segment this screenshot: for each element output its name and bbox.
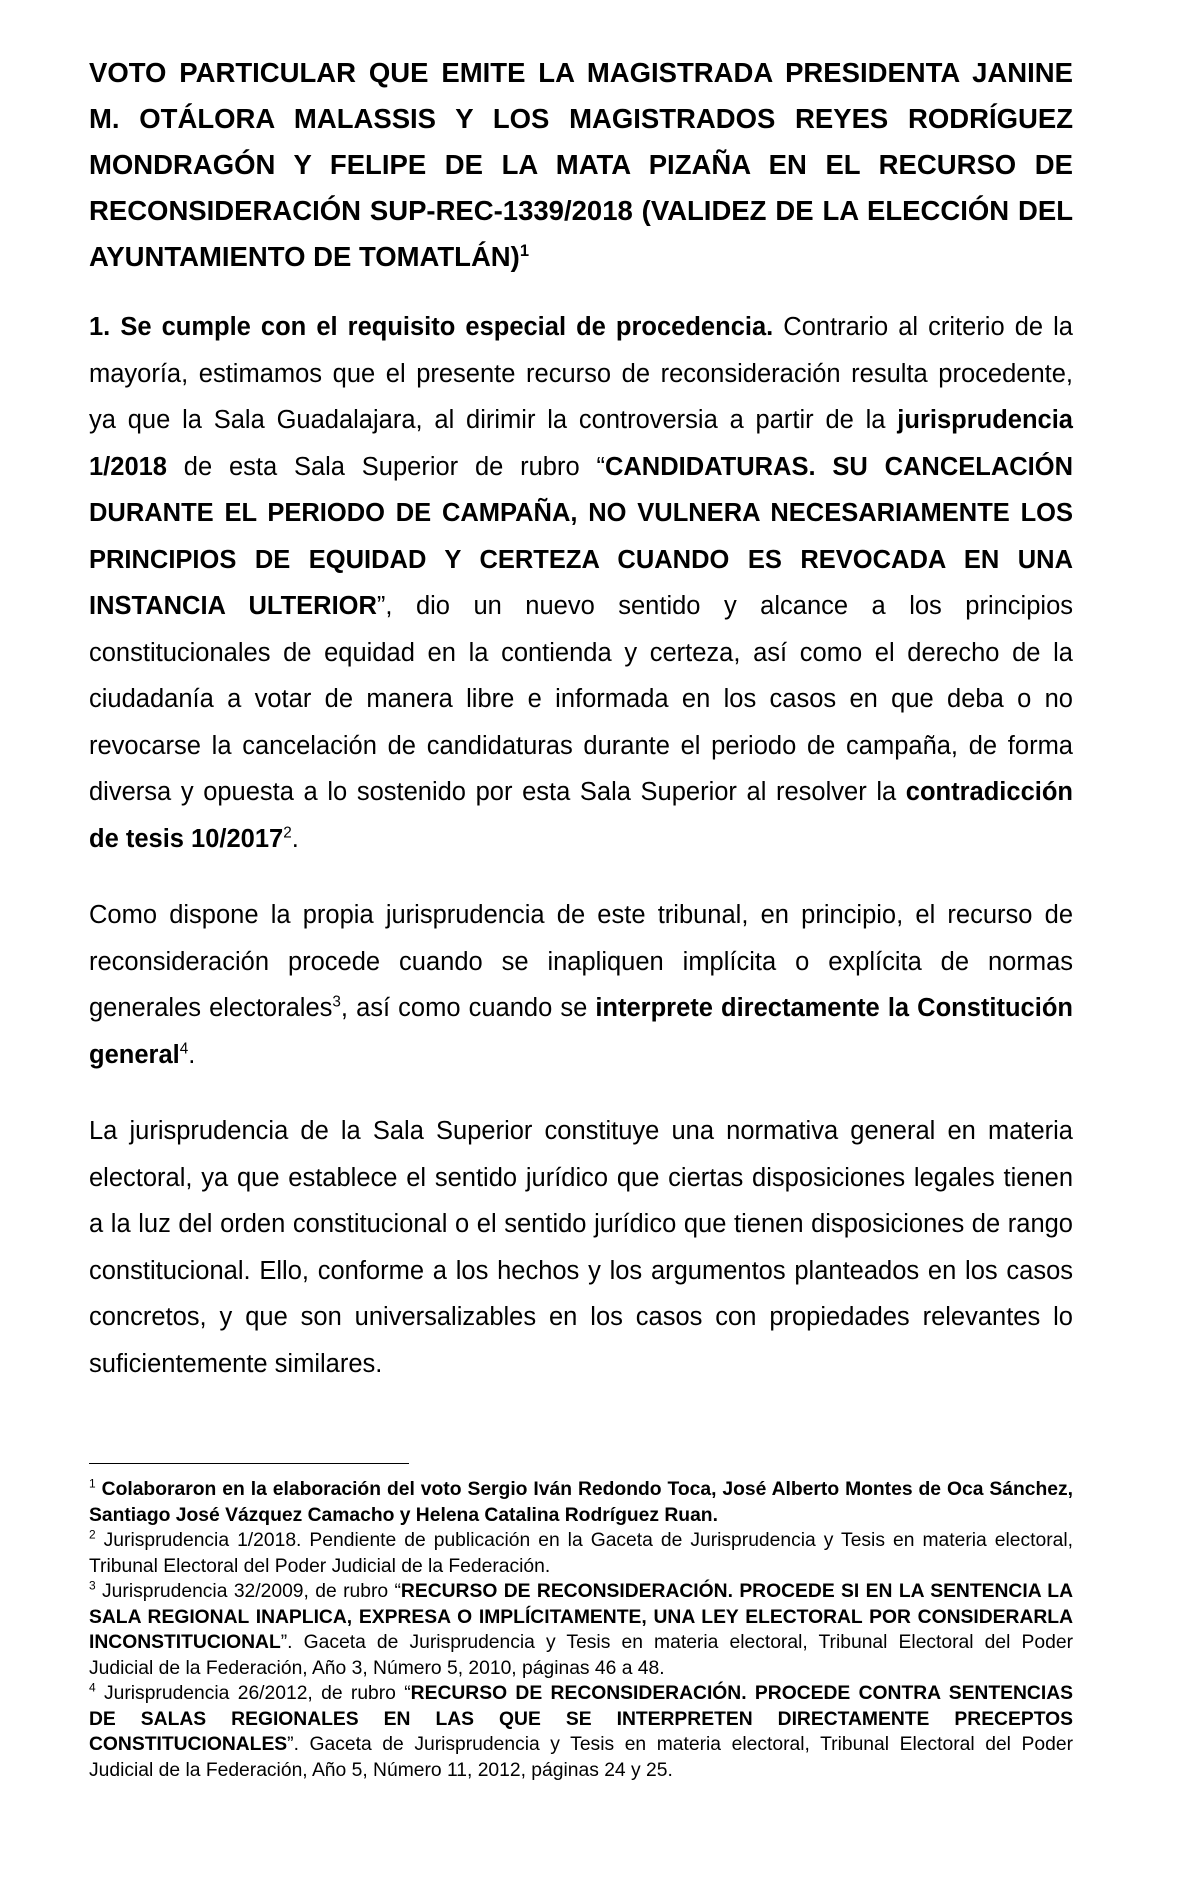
document-body bbox=[89, 50, 1073, 1417]
footnote-3: $^3$ Jurisprudencia 32/2009, de rubro “RECURSO DE RECONSIDERACIÓN. PROCEDE SI EN LA SENTENCIA LA SALA REGIONAL INAPLICA, EXPRESA O IMPLÍCITAMENTE, UNA LEY ELECTORAL POR CONSIDERARLA INCONSTITUCIONAL”. Gaceta de Jurisprudencia y Tesis en materia electoral, Tribunal Electoral del Poder Judicial de la Federación, Año 3, Número 5, 2010, páginas 46 a 48. bbox=[89, 1578, 1073, 1679]
footnote-2: $^2$ Jurisprudencia 1/2018. Pendiente de publicación en la Gaceta de Jurisprudencia y Tesis en materia electoral, Tribunal Electoral del Poder Judicial de la Federación. bbox=[89, 1527, 1073, 1577]
paragraph-procedencia: 1. Se cumple con el requisito especial de procedencia. Contrario al criterio de la mayoría, estimamos que el presente recurso de reconsideración resulta procedente, ya que la Sala Guadalajara, al dirimir la controversia a partir de la jurisprudencia 1/2018 de esta Sala Superior de rubro “CANDIDATURAS. SU CANCELACIÓN DURANTE EL PERIODO DE CAMPAÑA, NO VULNERA NECESARIAMENTE LOS PRINCIPIOS DE EQUIDAD Y CERTEZA CUANDO ES REVOCADA EN UNA INSTANCIA ULTERIOR”, dio un nuevo sentido y alcance a los principios constitucionales de equidad en la contienda y certeza, así como el derecho de la ciudadanía a votar de manera libre e informada en los casos en que deba o no revocarse la cancelación de candidaturas durante el periodo de campaña, de forma diversa y opuesta a lo sostenido por esta Sala Superior al resolver la contradicción de tesis 10/2017$^2$. bbox=[89, 313, 1073, 853]
footnote-1: $^1$ Colaboraron en la elaboración del voto Sergio Iván Redondo Toca, José Alberto Montes de Oca Sánchez, Santiago José Vázquez Camacho y Helena Catalina Rodríguez Ruan. bbox=[89, 1476, 1073, 1526]
footnote-separator bbox=[89, 1463, 409, 1464]
footnote-ref-4: 4 bbox=[179, 1040, 189, 1057]
footnote-4: $^4$ Jurisprudencia 26/2012, de rubro “RECURSO DE RECONSIDERACIÓN. PROCEDE CONTRA SENTENCIAS DE SALAS REGIONALES EN LAS QUE SE INTERPRETEN DIRECTAMENTE PRECEPTOS CONSTITUCIONALES”. Gaceta de Jurisprudencia y Tesis en materia electoral, Tribunal Electoral del Poder Judicial de la Federación, Año 5, Número 11, 2012, páginas 24 y 25. bbox=[89, 1680, 1073, 1781]
footnote-ref-1: 1 bbox=[519, 241, 530, 260]
footnote-ref-3: 3 bbox=[332, 993, 341, 1011]
section-heading: 1. Se cumple con el requisito especial de procedencia. bbox=[89, 313, 774, 341]
footnotes bbox=[89, 1477, 1073, 1783]
footnote-ref-2: 2 bbox=[283, 824, 292, 841]
document-title: VOTO PARTICULAR QUE EMITE LA MAGISTRADA PRESIDENTA JANINE M. OTÁLORA MALASSIS Y LOS MAGISTRADOS REYES RODRÍGUEZ MONDRAGÓN Y FELIPE DE LA MATA PIZAÑA EN EL RECURSO DE RECONSIDERACIÓN SUP-REC-1339/2018 (VALIDEZ DE LA ELECCIÓN DEL AYUNTAMIENTO DE TOMATLÁN)$^1$ bbox=[89, 57, 1073, 272]
paragraph-normativa: La jurisprudencia de la Sala Superior constituye una normativa general en materia electoral, ya que establece el sentido jurídico que ciertas disposiciones legales tienen a la luz del orden constitucional o el sentido jurídico que tienen disposiciones de rango constitucional. Ello, conforme a los hechos y los argumentos planteados en los casos concretos, y que son universalizables en los casos con propiedades relevantes lo suficientemente similares. bbox=[89, 1117, 1073, 1378]
paragraph-jurisprudencia: Como dispone la propia jurisprudencia de este tribunal, en principio, el recurso de reconsideración procede cuando se inapliquen implícita o explícita de normas generales electorales$^3$, así como cuando se interprete directamente la Constitución general$^4$. bbox=[89, 901, 1073, 1069]
